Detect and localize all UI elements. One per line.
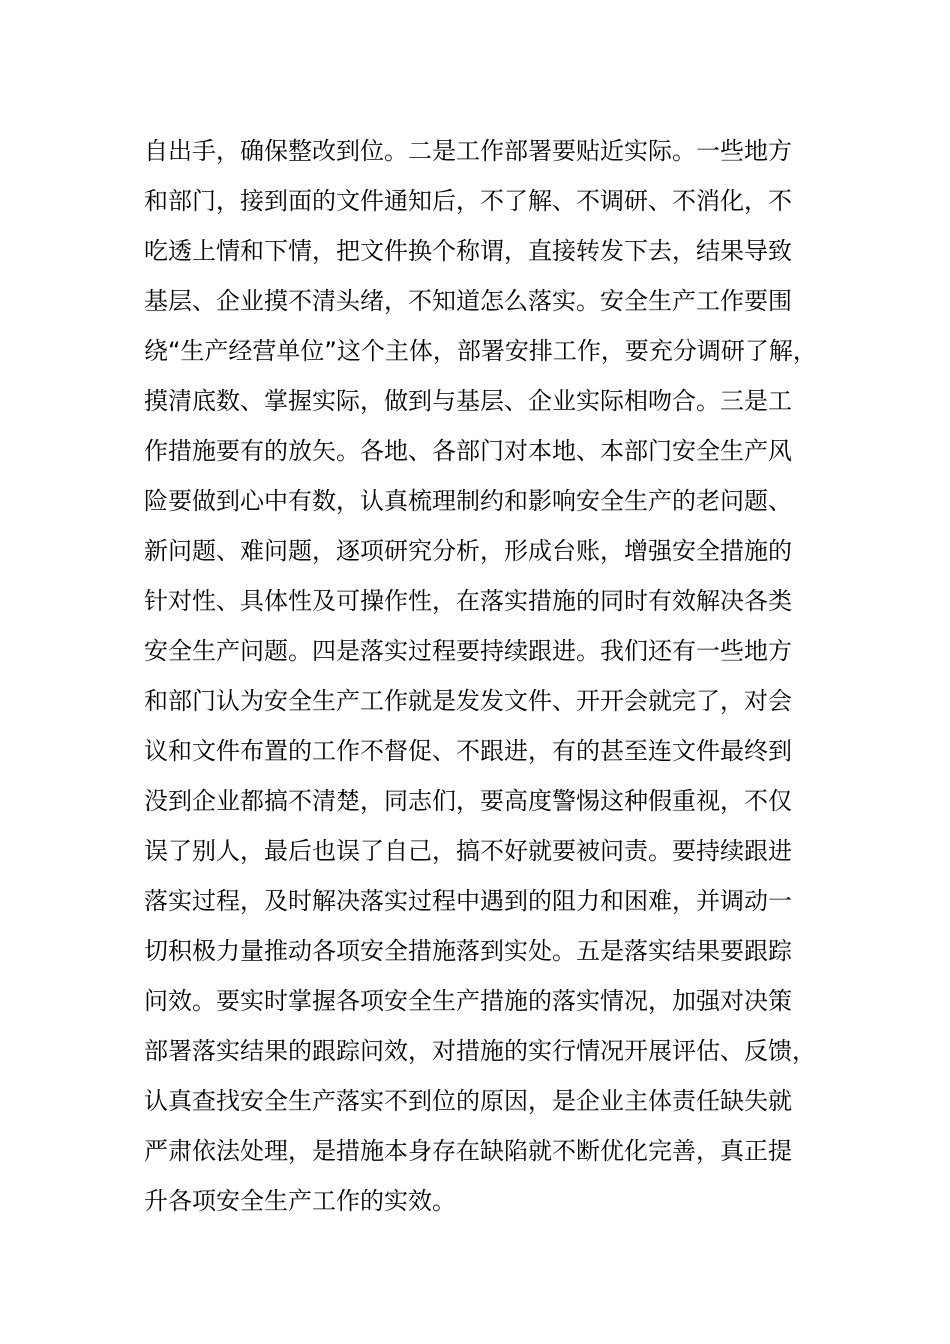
text-line: 作措施要有的放矢。各地、各部门对本地、本部门安全生产风 (144, 437, 792, 465)
text-line: 认真查找安全生产落实不到位的原因，是企业主体责任缺失就 (144, 1087, 792, 1115)
text-line: 议和文件布置的工作不督促、不跟进，有的甚至连文件最终到 (144, 737, 792, 765)
text-line: 新问题、难问题，逐项研究分析，形成台账，增强安全措施的 (144, 537, 792, 565)
text-line: 落实过程，及时解决落实过程中遇到的阻力和困难，并调动一 (144, 887, 792, 915)
text-line: 和部门认为安全生产工作就是发发文件、开开会就完了，对会 (144, 687, 792, 715)
text-line: 和部门，接到面的文件通知后，不了解、不调研、不消化，不 (144, 187, 792, 215)
text-line: 绕“生产经营单位”这个主体，部署安排工作，要充分调研了解， (144, 337, 817, 365)
text-line: 严肃依法处理，是措施本身存在缺陷就不断优化完善，真正提 (144, 1137, 792, 1165)
text-line: 吃透上情和下情，把文件换个称谓，直接转发下去，结果导致 (144, 237, 792, 265)
text-line: 没到企业都搞不清楚，同志们，要高度警惕这种假重视，不仅 (144, 787, 792, 815)
body-paragraph (144, 126, 844, 1226)
text-line: 切积极力量推动各项安全措施落到实处。五是落实结果要跟踪 (144, 937, 792, 965)
text-line: 安全生产问题。四是落实过程要持续跟进。我们还有一些地方 (144, 637, 792, 665)
text-line: 问效。要实时掌握各项安全生产措施的落实情况，加强对决策 (144, 987, 792, 1015)
text-line: 误了别人，最后也误了自己，搞不好就要被问责。要持续跟进 (144, 837, 792, 865)
text-line: 升各项安全生产工作的实效。 (144, 1187, 456, 1215)
text-line: 部署落实结果的跟踪问效，对措施的实行情况开展评估、反馈， (144, 1037, 816, 1065)
text-line: 基层、企业摸不清头绪，不知道怎么落实。安全生产工作要围 (144, 287, 792, 315)
text-line: 险要做到心中有数，认真梳理制约和影响安全生产的老问题、 (144, 487, 792, 515)
text-line: 摸清底数、掌握实际，做到与基层、企业实际相吻合。三是工 (144, 387, 792, 415)
text-line: 自出手，确保整改到位。二是工作部署要贴近实际。一些地方 (144, 137, 792, 165)
text-line: 针对性、具体性及可操作性，在落实措施的同时有效解决各类 (144, 587, 792, 615)
